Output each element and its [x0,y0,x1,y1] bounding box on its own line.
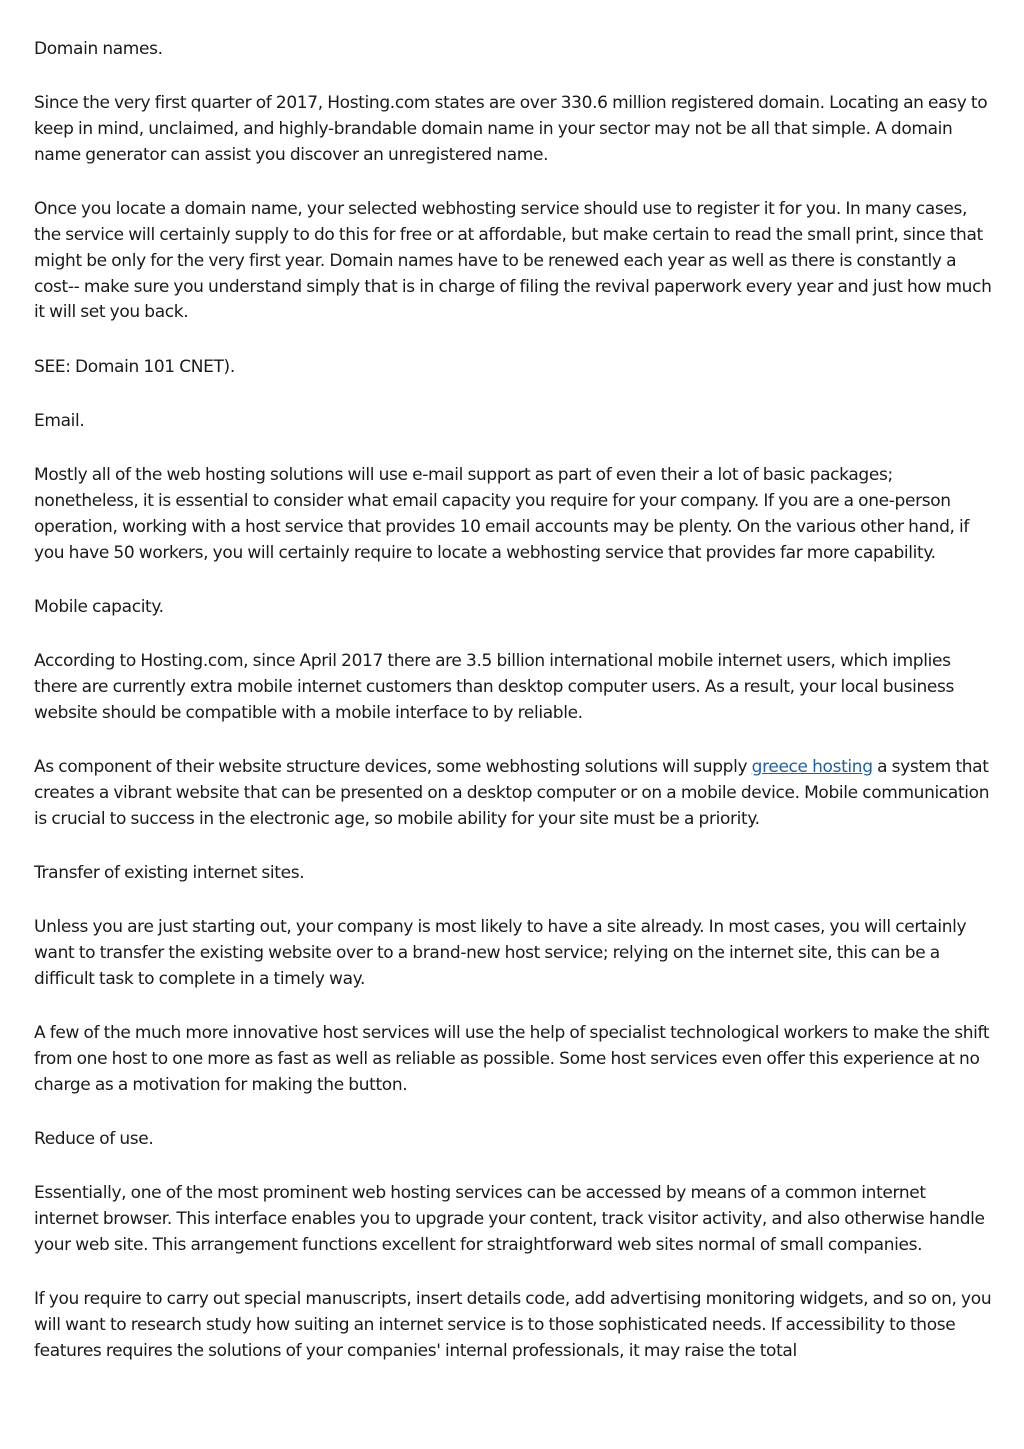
text-after-link: a system that creates a vibrant website that can be presented on a desktop computer or on a mobile device. Mobile communication is crucial to success in the electronic age, so mobile ability for your site must be a priority. [34,757,990,829]
heading-mobile-capacity: Mobile capacity. [34,596,164,617]
paragraph-browser-access: Essentially, one of the most prominent web hosting services can be accessed by means of a common internet internet browser. This interface enables you to upgrade your content, track visitor activity, and also otherwise handle your web site. This arrangement functions excellent for straightforward web sites normal of small companies. [34,1183,985,1255]
reference-domain-101: SEE: Domain 101 CNET). [34,356,235,377]
paragraph-transfer-help: A few of the much more innovative host services will use the help of specialist technological workers to make the shift from one host to one more as fast as well as reliable as possible. Some host services even offer this experience at no charge as a motivation for making the button. [34,1023,990,1095]
text-before-link: As component of their website structure devices, some webhosting solutions will supply [34,757,752,778]
document-body [34,37,992,1393]
heading-domain-names: Domain names. [34,39,163,59]
paragraph-email-support: Mostly all of the web hosting solutions will use e-mail support as part of even their a lot of basic packages; nonetheless, it is essential to consider what email capacity you require for your company. If you are a one-person operation, working with a host service that provides 10 email accounts may be plenty. On the various other hand, if you have 50 workers, you will certainly require to locate a webhosting service that provides far more capability. [34,465,970,563]
paragraph-mobile-users: According to Hosting.com, since April 2017 there are 3.5 billion international mobile internet users, which implies there are currently extra mobile internet customers than desktop computer users. As a result, your local business website should be compatible with a mobile interface to by reliable. [34,651,955,723]
heading-email: Email. [34,410,85,431]
greece-hosting-link[interactable]: greece hosting [751,757,873,778]
paragraph-transfer-existing: Unless you are just starting out, your company is most likely to have a site already. In most cases, you will certainly want to transfer the existing website over to a brand-new host service; relying on the internet site, this can be a difficult task to complete in a timely way. [34,917,967,989]
paragraph-special-scripts: If you require to carry out special manuscripts, insert details code, add advertising monitoring widgets, and so on, you will want to research study how suiting an internet service is to those sophisticated needs. If accessibility to those features requires the solutions of your companies' internal professionals, it may raise the total [34,1289,992,1361]
paragraph-domain-stats: Since the very first quarter of 2017, Hosting.com states are over 330.6 million registered domain. Locating an easy to keep in mind, unclaimed, and highly-brandable domain name in your sector may not be all that simple. A domain name generator can assist you discover an unregistered name. [34,93,988,165]
heading-transfer: Transfer of existing internet sites. [34,863,305,884]
paragraph-domain-registration: Once you locate a domain name, your selected webhosting service should use to register it for you. In many cases, the service will certainly supply to do this for free or at affordable, but make certain to read the small print, since that might be only for the very first year. Domain names have to be renewed each year as well as there is constantly a cost-- make sure you understand simply that is in charge of filing the revival paperwork every year and just how much it will set you back. [34,199,992,323]
heading-ease-of-use: Reduce of use. [34,1129,154,1150]
paragraph-site-builder [34,755,992,832]
